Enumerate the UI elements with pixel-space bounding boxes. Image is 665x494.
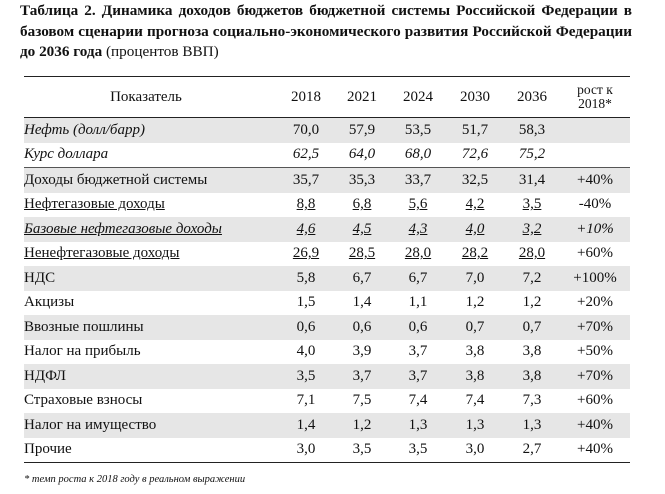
row-label-text: Ненефтегазовые доходы <box>24 245 180 262</box>
cell-2030: 51,7 <box>446 118 504 143</box>
cell-2018: 35,7 <box>278 168 334 193</box>
cell-2018: 0,6 <box>278 315 334 340</box>
cell-2018: 5,8 <box>278 266 334 291</box>
cell-2036: 1,2 <box>522 294 542 311</box>
cell-2021: 6,8 <box>352 196 372 213</box>
table-row <box>24 193 630 218</box>
cell-2036: 31,4 <box>504 168 560 193</box>
table-row <box>24 438 630 463</box>
cell-2030: 32,5 <box>446 168 504 193</box>
cell-2030: 4,0 <box>446 217 504 242</box>
row-label: Налог на имущество <box>24 413 278 438</box>
cell-2021: 7,5 <box>352 392 372 409</box>
cell-2021: 3,7 <box>334 364 390 389</box>
cell-2030: 7,4 <box>465 392 485 409</box>
cell-2036: 3,5 <box>522 196 542 213</box>
cell-2018: 26,9 <box>292 245 320 262</box>
cell-growth: +70% <box>560 364 630 389</box>
cell-2036: 7,2 <box>504 266 560 291</box>
cell-growth: +40% <box>560 438 630 463</box>
row-label <box>24 193 278 218</box>
cell-2036: 58,3 <box>504 118 560 143</box>
cell-2021: 35,3 <box>334 168 390 193</box>
cell-2024: 7,4 <box>408 392 428 409</box>
row-label: Ввозные пошлины <box>24 315 278 340</box>
caption-title: Таблица 2. Динамика доходов бюджетов бюджетной системы Российской Федерации в базовом сценарии прогноза социально-экономического развития Российской Федерации до 2036 года <box>20 2 632 60</box>
cell-2036: 3,8 <box>504 364 560 389</box>
cell-2030: 1,2 <box>465 294 485 311</box>
cell-2030: 72,6 <box>461 146 489 163</box>
cell-2024: 28,0 <box>404 245 432 262</box>
cell-2024: 68,0 <box>404 146 432 163</box>
cell-2024: 33,7 <box>390 168 446 193</box>
cell-2024: 1,3 <box>390 413 446 438</box>
cell-2030: 0,7 <box>446 315 504 340</box>
cell-2024: 0,6 <box>390 315 446 340</box>
cell-2021: 3,5 <box>334 438 390 463</box>
cell-2018: 4,6 <box>278 217 334 242</box>
row-label: Акцизы <box>24 294 75 311</box>
row-label <box>24 217 278 242</box>
budget-revenue-table <box>24 76 630 463</box>
cell-2018: 70,0 <box>278 118 334 143</box>
table-row <box>24 364 630 389</box>
cell-2036: 75,2 <box>518 146 546 163</box>
table-row <box>24 266 630 291</box>
header-year-2024: 2024 <box>390 77 446 118</box>
cell-2021: 1,4 <box>352 294 372 311</box>
header-indicator: Показатель <box>24 77 278 118</box>
cell-2018: 1,4 <box>278 413 334 438</box>
table-row <box>24 118 630 143</box>
cell-2036: 2,7 <box>504 438 560 463</box>
cell-2030: 3,8 <box>446 364 504 389</box>
cell-2024: 53,5 <box>390 118 446 143</box>
row-label: НДС <box>24 266 278 291</box>
header-row <box>24 77 630 118</box>
cell-2030: 1,3 <box>446 413 504 438</box>
cell-growth <box>560 118 630 143</box>
cell-2036: 3,2 <box>504 217 560 242</box>
table-row <box>24 168 630 193</box>
cell-2036: 28,0 <box>518 245 546 262</box>
header-year-2036: 2036 <box>504 77 560 118</box>
row-label: Налог на прибыль <box>24 343 141 360</box>
cell-2021: 28,5 <box>348 245 376 262</box>
cell-2024: 3,7 <box>390 364 446 389</box>
table-row <box>24 291 630 316</box>
cell-2018: 3,0 <box>278 438 334 463</box>
cell-2030: 3,0 <box>446 438 504 463</box>
cell-2018: 8,8 <box>296 196 316 213</box>
cell-2021: 3,9 <box>352 343 372 360</box>
cell-2030: 7,0 <box>446 266 504 291</box>
cell-2021: 4,5 <box>334 217 390 242</box>
cell-2036: 1,3 <box>504 413 560 438</box>
header-year-2021: 2021 <box>334 77 390 118</box>
cell-2021: 6,7 <box>334 266 390 291</box>
cell-2018: 1,5 <box>296 294 316 311</box>
cell-2030: 28,2 <box>461 245 489 262</box>
row-label: Нефть (долл/барр) <box>24 118 278 143</box>
cell-growth: +60% <box>577 245 613 262</box>
cell-2024: 6,7 <box>390 266 446 291</box>
cell-growth: +50% <box>577 343 613 360</box>
table-row <box>24 389 630 414</box>
cell-2024: 3,5 <box>390 438 446 463</box>
table-row <box>24 315 630 340</box>
cell-2018: 4,0 <box>296 343 316 360</box>
header-growth: рост к 2018* <box>560 77 630 118</box>
cell-growth: +10% <box>560 217 630 242</box>
row-label <box>24 242 278 267</box>
cell-2021: 64,0 <box>348 146 376 163</box>
cell-2036: 0,7 <box>504 315 560 340</box>
cell-2030: 3,8 <box>465 343 485 360</box>
table-row <box>24 340 630 365</box>
cell-growth: +70% <box>560 315 630 340</box>
cell-growth: +100% <box>560 266 630 291</box>
cell-2030: 4,2 <box>465 196 485 213</box>
cell-2021: 1,2 <box>334 413 390 438</box>
row-label: Курс доллара <box>24 146 109 163</box>
header-year-2030: 2030 <box>446 77 504 118</box>
cell-2018: 62,5 <box>292 146 320 163</box>
table-row <box>24 413 630 438</box>
cell-growth: -40% <box>578 196 612 213</box>
caption-units: (процентов ВВП) <box>106 43 219 60</box>
cell-2036: 3,8 <box>522 343 542 360</box>
header-year-2018: 2018 <box>278 77 334 118</box>
cell-growth: +40% <box>560 413 630 438</box>
row-label: НДФЛ <box>24 364 278 389</box>
cell-2024: 4,3 <box>390 217 446 242</box>
table-row <box>24 143 630 168</box>
cell-2021: 57,9 <box>334 118 390 143</box>
row-label-text: Базовые нефтегазовые доходы <box>24 220 222 237</box>
cell-2018: 3,5 <box>278 364 334 389</box>
cell-growth: +60% <box>577 392 613 409</box>
row-label: Доходы бюджетной системы <box>24 168 278 193</box>
cell-2024: 5,6 <box>408 196 428 213</box>
cell-2018: 7,1 <box>296 392 316 409</box>
cell-2024: 1,1 <box>408 294 428 311</box>
cell-2021: 0,6 <box>334 315 390 340</box>
row-label: Страховые взносы <box>24 392 143 409</box>
row-label-text: Нефтегазовые доходы <box>24 196 165 213</box>
footnote: * темп роста к 2018 году в реальном выражении <box>24 474 246 485</box>
cell-growth: +20% <box>577 294 613 311</box>
table-row <box>24 242 630 267</box>
row-label: Прочие <box>24 438 278 463</box>
cell-2036: 7,3 <box>522 392 542 409</box>
table-row <box>24 217 630 242</box>
table-caption <box>20 1 632 63</box>
cell-growth <box>560 143 630 168</box>
cell-2024: 3,7 <box>408 343 428 360</box>
cell-growth: +40% <box>560 168 630 193</box>
